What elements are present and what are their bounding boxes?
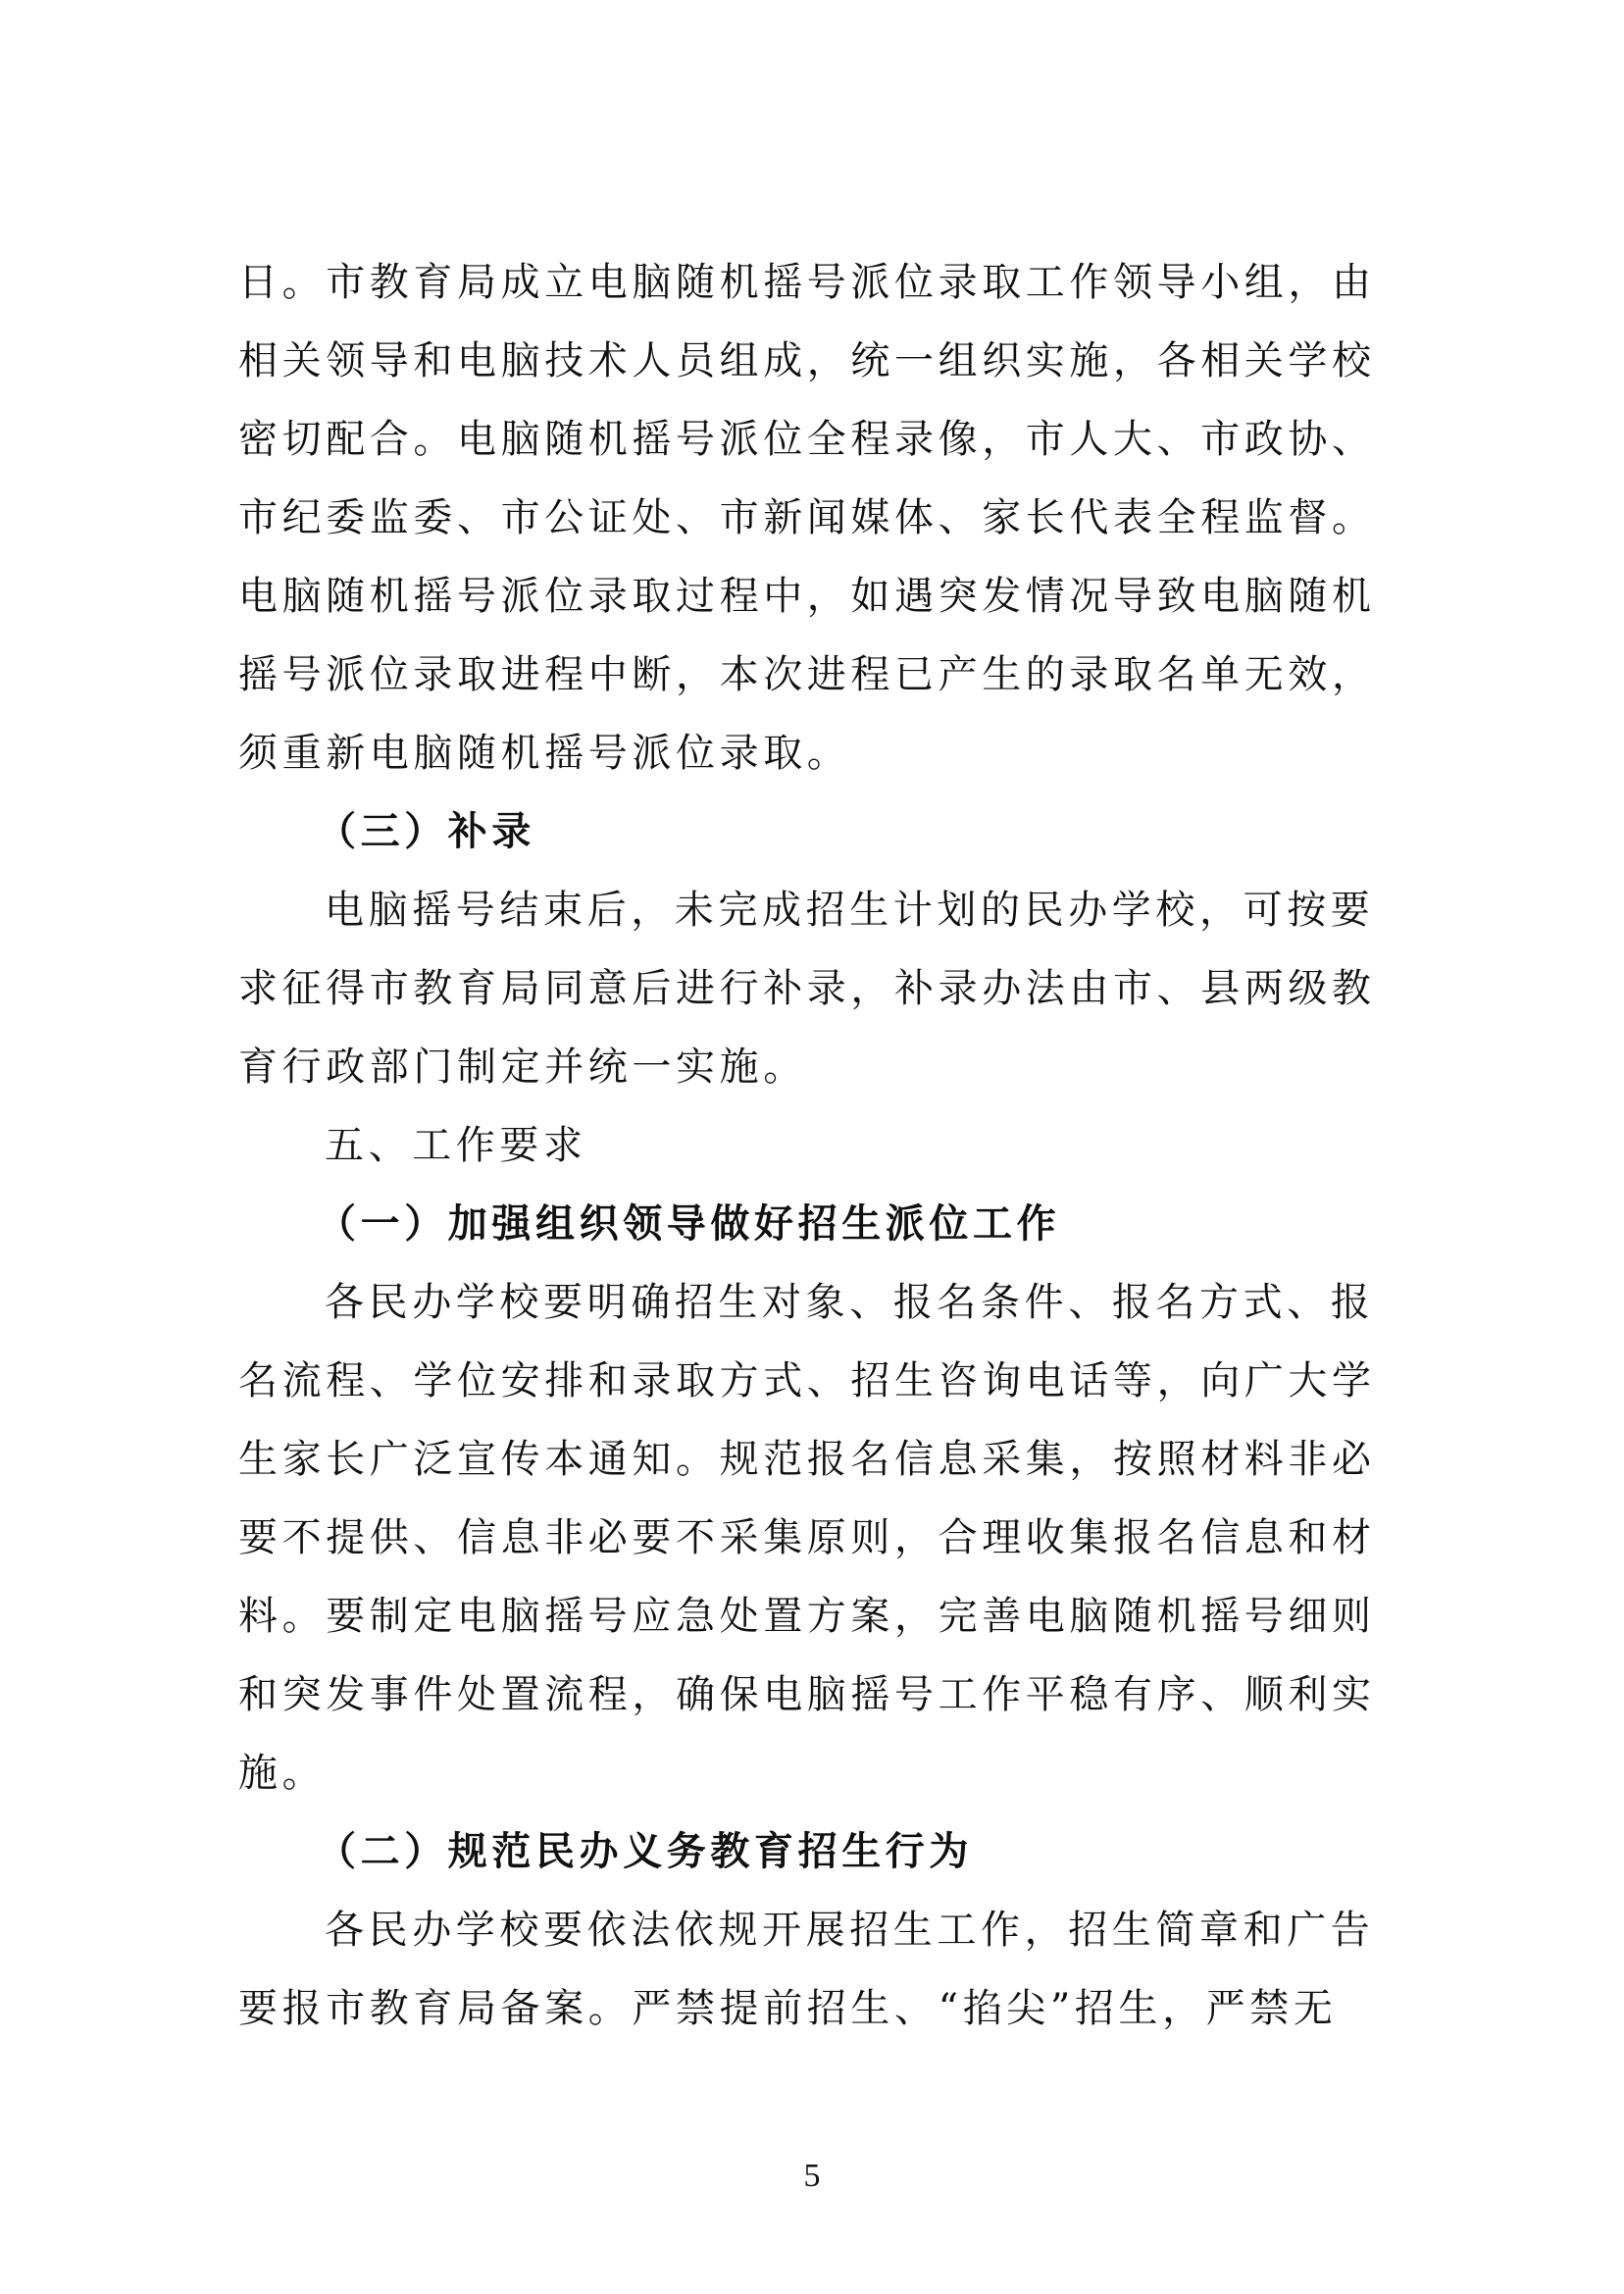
body-line: 各民办学校要明确招生对象、报名条件、报名方式、报 (325, 1280, 1375, 1325)
body-line: 摇号派位录取进程中断，本次进程已产生的录取名单无效， (238, 652, 1376, 697)
body-line: 和突发事件处置流程，确保电脑摇号工作平稳有序、顺利实 (238, 1672, 1376, 1717)
body-line: 日。市教育局成立电脑随机摇号派位录取工作领导小组，由 (238, 260, 1376, 305)
body-line: 各民办学校要依法依规开展招生工作，招生简章和广告 (325, 1908, 1375, 1953)
body-line: 市纪委监委、市公证处、市新闻媒体、家长代表全程监督。 (238, 495, 1376, 540)
body-line: 求征得市教育局同意后进行补录，补录办法由市、县两级教 (238, 966, 1376, 1011)
body-line: 电脑摇号结束后，未完成招生计划的民办学校，可按要 (325, 888, 1375, 933)
body-line: 密切配合。电脑随机摇号派位全程录像，市人大、市政协、 (238, 417, 1376, 462)
page-number: 5 (803, 2158, 821, 2194)
section-heading-regulate-enrollment: （二）规范民办义务教育招生行为 (317, 1828, 973, 1874)
body-line: 相关领导和电脑技术人员组成，统一组织实施，各相关学校 (238, 338, 1376, 383)
document-body (238, 243, 1386, 2048)
body-line: 须重新电脑随机摇号派位录取。 (238, 731, 851, 776)
body-line: 要不提供、信息非必要不采集原则，合理收集报名信息和材 (238, 1515, 1376, 1560)
chapter-heading-work-requirements: 五、工作要求 (325, 1123, 587, 1168)
body-line: 施。 (238, 1751, 327, 1796)
body-line: 名流程、学位安排和录取方式、招生咨询电话等，向广大学 (238, 1358, 1376, 1403)
body-line: 要报市教育局备案。严禁提前招生、“掐尖”招生，严禁无 (238, 1986, 1338, 2031)
body-line: 电脑随机摇号派位录取过程中，如遇突发情况导致电脑随机 (238, 574, 1376, 619)
body-line: 料。要制定电脑摇号应急处置方案，完善电脑随机摇号细则 (238, 1594, 1376, 1639)
body-line: 生家长广泛宣传本通知。规范报名信息采集，按照材料非必 (238, 1437, 1376, 1482)
section-heading-leadership: （一）加强组织领导做好招生派位工作 (317, 1200, 1061, 1247)
body-line: 育行政部门制定并统一实施。 (238, 1045, 807, 1090)
section-heading-supplementary: （三）补录 (317, 808, 535, 854)
